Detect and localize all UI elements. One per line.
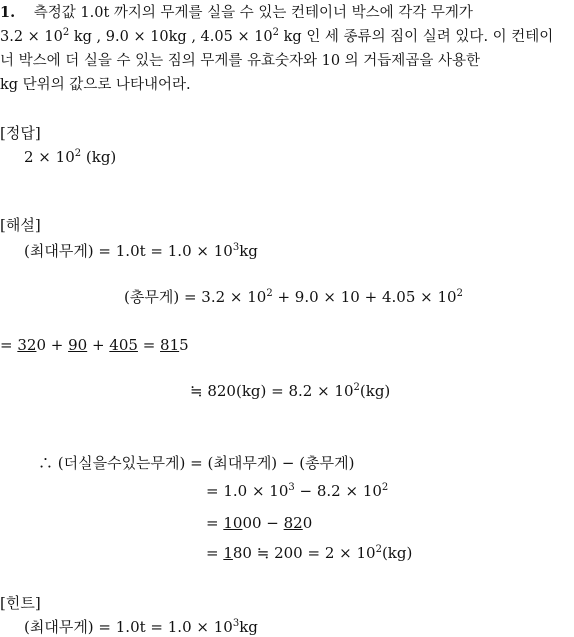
solution-line-total-weight: (총무게) = $3.2 \times 10^2 + 9.0 \times 10 + 4.05 \times 10^2$ xyxy=(124,288,463,306)
question-line-3: 너 박스에 더 실을 수 있는 짐의 무게를 유효숫자와 10 의 거듭제곱을 사용한 xyxy=(0,53,480,69)
solution-line-subtract: = $1.0 \times 10^3 - 8.2 \times 10^2$ xyxy=(206,482,389,500)
solution-line-sigfig: = 1000 − 820 xyxy=(206,514,313,532)
solution-line-sum: = 320 + 90 + 405 = 815 xyxy=(0,336,189,354)
hint-line: (최대무게) = $1.0t = 1.0 \times 10^3kg$ xyxy=(24,618,258,636)
question-line-1: 측정값 1.0t 까지의 무게를 실을 수 있는 컨테이너 박스에 각각 무게가 xyxy=(33,5,473,21)
hint-header: [힌트] xyxy=(0,594,41,612)
solution-line-approx: ≒ $820(kg) = 8.2 \times 10^2(kg)$ xyxy=(190,382,391,400)
question-line-2: $3.2 \times 10^2$ kg , 9.0 × 10kg , $4.05 \times 10^2$ kg 인 세 종류의 짐이 실려 있다. 이 컨테이 xyxy=(0,27,554,45)
answer-header: [정답] xyxy=(0,124,41,142)
solution-line-therefore: ∴ (더실을수있는무게) = (최대무게) − (총무게) xyxy=(38,454,355,472)
solution-line-max-weight: (최대무게) = $1.0t = 1.0 \times 10^3kg$ xyxy=(24,242,258,260)
solution-line-result: = 180 ≒ $200 = 2 \times 10^2(kg)$ xyxy=(206,544,413,562)
question-number: 1. xyxy=(0,4,16,21)
question-line-4: kg 단위의 값으로 나타내어라. xyxy=(0,77,191,93)
solution-header: [해설] xyxy=(0,216,41,234)
answer-value: $2 \times 10^2$ (kg) xyxy=(24,148,117,166)
